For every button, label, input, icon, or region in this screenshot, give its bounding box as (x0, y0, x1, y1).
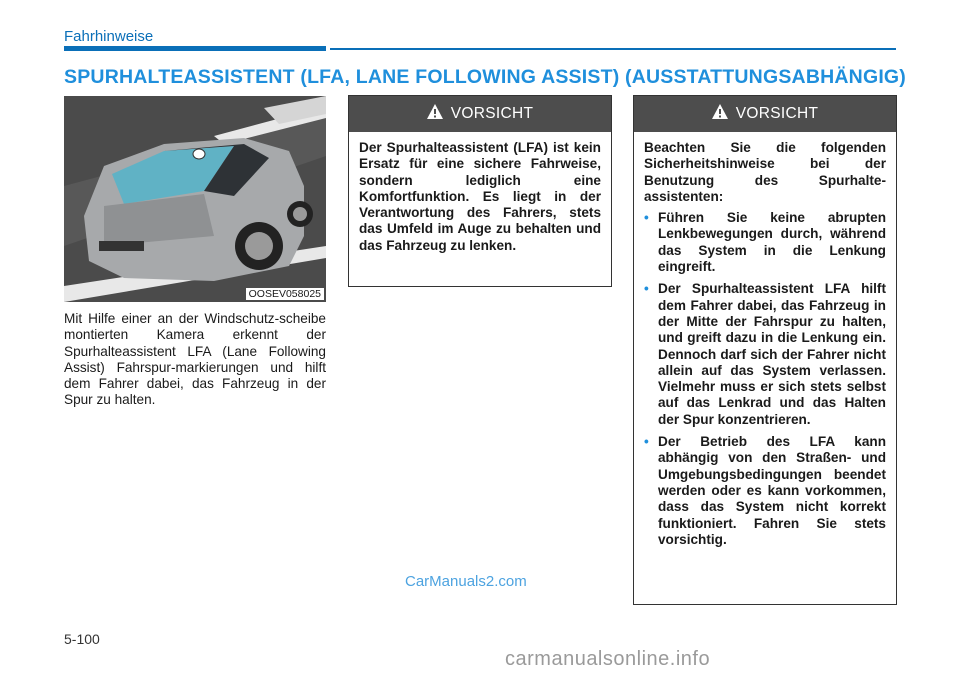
caution-box-2 (633, 95, 897, 605)
list-item (644, 210, 886, 275)
bullet-icon: • (644, 281, 649, 297)
figure-code: OOSEV058025 (246, 288, 324, 300)
list-item (644, 434, 886, 548)
caution-box-2-heading: VORSICHT (735, 105, 819, 122)
bullet-icon: • (644, 210, 649, 226)
header-rule-thin (330, 48, 896, 50)
bullet-text: Der Spurhalteassistent LFA hilft dem Fahrer dabei, das Fahrzeug in der Mitte der Fahrspur zu halten, und greift dazu in die Lenkung ein. Dennoch darf sich der Fahrer nicht allein auf das System verlassen. Vielmehr muss er sich stets selbst auf das Lenkrad und das Halten der Spur konzentrieren. (658, 281, 886, 427)
caution-box-2-intro: Beachten Sie die folgenden Sicherheitshinweise bei der Benutzung des Spurhalte-assistenten: (644, 140, 886, 204)
bullet-icon: • (644, 434, 649, 450)
caution-box-1-text: Der Spurhalteassistent (LFA) ist kein Ersatz für eine sichere Fahrweise, sondern lediglich eine Komfortfunktion. Es liegt in der Verantwortung des Fahrers, stets das Umfeld im Auge zu behalten und das Fahrzeug zu lenken. (359, 140, 601, 253)
caution-box-1 (348, 95, 612, 287)
car-illustration-svg (64, 96, 326, 302)
caution-box-2-header (634, 96, 896, 132)
carmanuals-watermark-link[interactable]: CarManuals2.com (405, 573, 527, 590)
caution-box-2-body (634, 132, 896, 564)
car-camera-illustration (64, 96, 326, 302)
header-rule-thick (64, 46, 326, 51)
caution-bullet-list (644, 210, 886, 548)
caution-box-1-header (349, 96, 611, 132)
warning-triangle-icon (712, 104, 728, 124)
section-label: Fahrhinweise (64, 28, 154, 45)
warning-triangle-icon (427, 104, 443, 124)
page-number: 5-100 (64, 631, 100, 647)
footer-watermark: carmanualsonline.info (505, 648, 711, 670)
page-title: SPURHALTEASSISTENT (LFA, LANE FOLLOWING ASSIST) (AUSSTATTUNGSABHÄNGIG) (64, 66, 906, 88)
list-item (644, 281, 886, 428)
bullet-text: Führen Sie keine abrupten Lenkbewegungen durch, während das System in die Lenkung eingreift. (658, 210, 886, 275)
caution-box-1-heading: VORSICHT (450, 105, 534, 122)
intro-paragraph: Mit Hilfe einer an der Windschutz-scheibe montierten Kamera erkennt der Spurhalteassistent LFA (Lane Following Assist) Fahrspur-markierungen und hilft dem Fahrer dabei, das Fahrzeug in der Spur zu halten. (64, 311, 326, 408)
bullet-text: Der Betrieb des LFA kann abhängig von den Straßen- und Umgebungsbedingungen beendet werden oder es kann vorkommen, dass das System nicht korrekt funktioniert. Fahren Sie stets vorsichtig. (658, 434, 886, 547)
